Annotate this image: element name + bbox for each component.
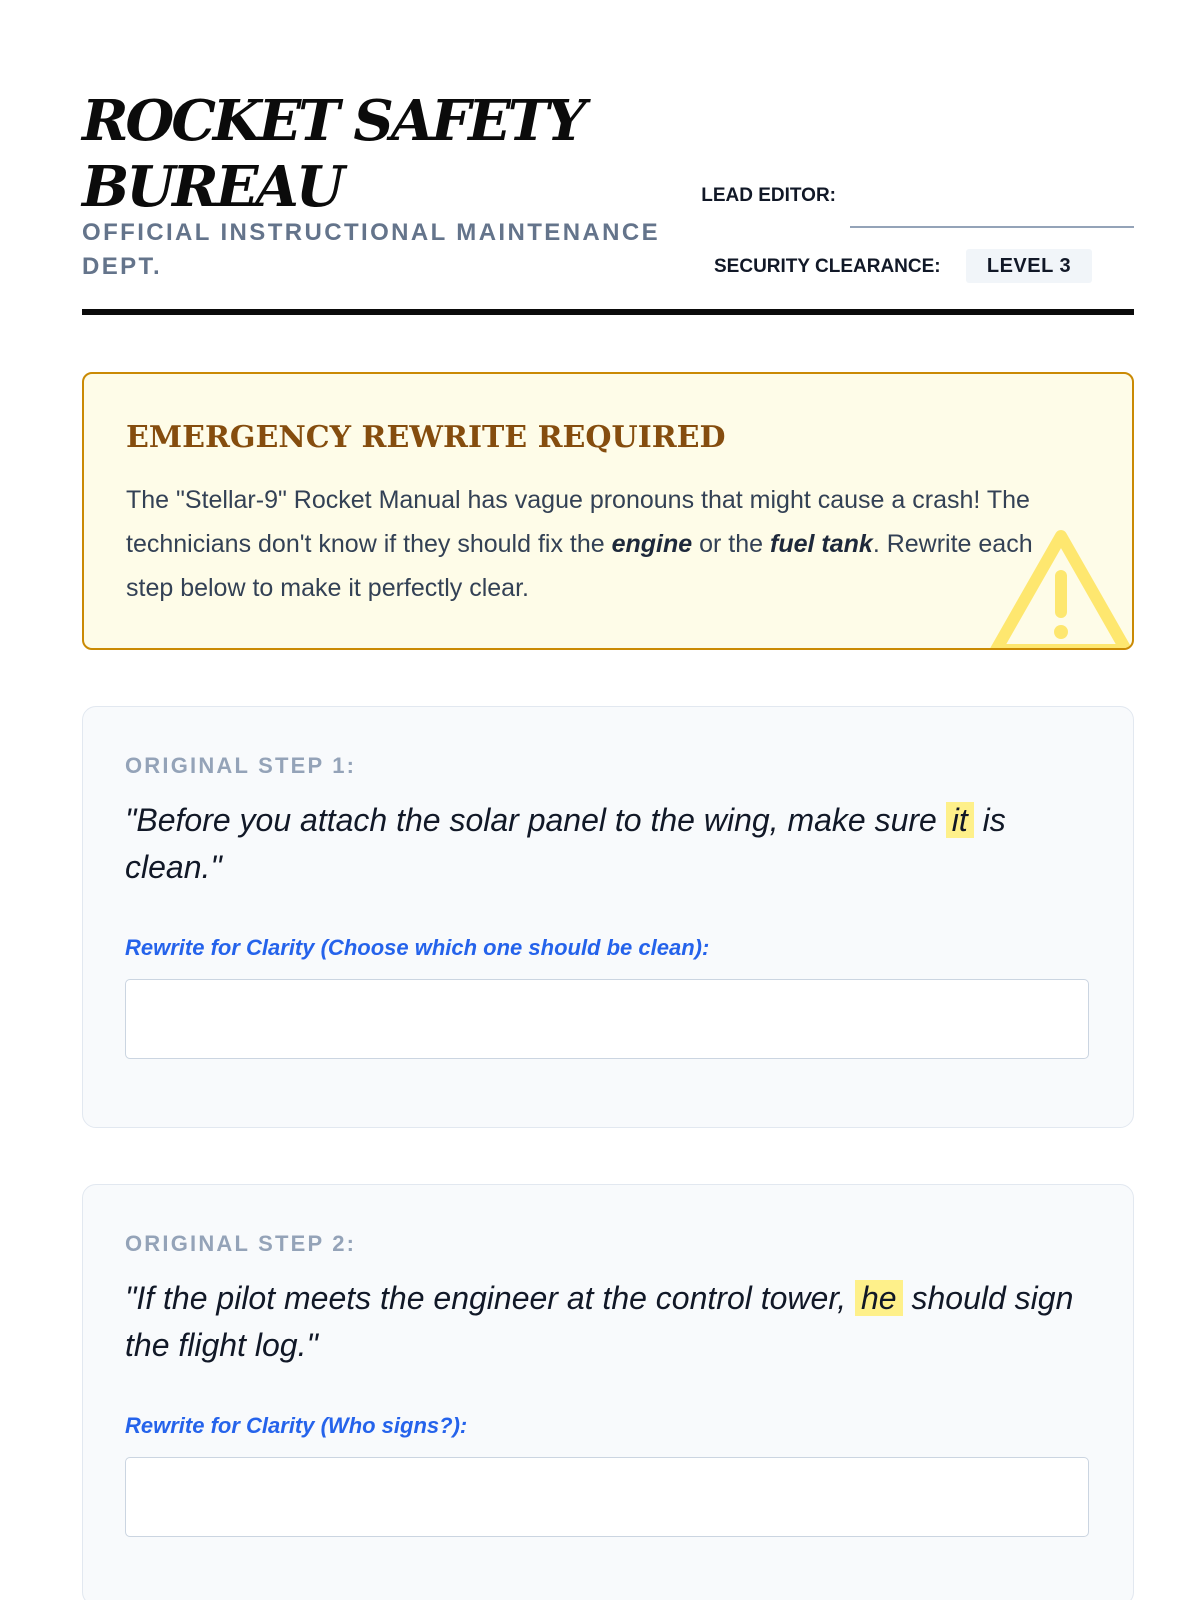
quote-text-part: "If the pilot meets the engineer at the control tower, [125, 1280, 855, 1316]
highlighted-pronoun: he [855, 1280, 903, 1316]
alert-emphasis-fuel-tank: fuel tank [770, 530, 873, 558]
alert-text-part: or the [692, 530, 771, 558]
alert-text-part: . Rewrite each step below to make it perfectly clear. [126, 530, 1033, 602]
alert-body [126, 478, 1086, 610]
rewrite-label: Rewrite for Clarity (Choose which one should be clean): [125, 935, 710, 960]
rewrite-input-step-1[interactable] [125, 979, 1089, 1059]
header [82, 88, 1134, 318]
step-quote [125, 1275, 1085, 1369]
security-clearance-label: SECURITY CLEARANCE: [714, 256, 941, 277]
lead-editor-label: LEAD EDITOR: [701, 185, 836, 206]
step-card-2 [82, 1184, 1134, 1600]
emergency-alert [82, 372, 1134, 650]
step-label: ORIGINAL STEP 2: [125, 1231, 357, 1256]
alert-text-part: The "Stellar-9" Rocket Manual has vague pronouns that might cause a crash! The technicians don't know if they should fix the [126, 486, 1030, 558]
page-title: ROCKET SAFETY BUREAU [82, 88, 584, 220]
quote-text-part: "Before you attach the solar panel to the wing, make sure [125, 802, 946, 838]
highlighted-pronoun: it [946, 802, 974, 838]
header-divider [82, 309, 1134, 315]
rewrite-label: Rewrite for Clarity (Who signs?): [125, 1413, 468, 1438]
warning-icon [986, 524, 1134, 650]
step-card-1 [82, 706, 1134, 1128]
alert-title: EMERGENCY REWRITE REQUIRED [126, 420, 726, 455]
lead-editor-field[interactable] [850, 226, 1134, 228]
step-quote [125, 797, 1085, 891]
alert-emphasis-engine: engine [611, 530, 693, 558]
step-label: ORIGINAL STEP 1: [125, 753, 357, 778]
department-subtitle: OFFICIAL INSTRUCTIONAL MAINTENANCE DEPT. [82, 219, 661, 280]
clearance-level-badge: LEVEL 3 [966, 249, 1092, 283]
rewrite-input-step-2[interactable] [125, 1457, 1089, 1537]
quote-text-part: is clean." [125, 802, 1006, 885]
quote-text-part: should sign the flight log." [125, 1280, 1074, 1363]
